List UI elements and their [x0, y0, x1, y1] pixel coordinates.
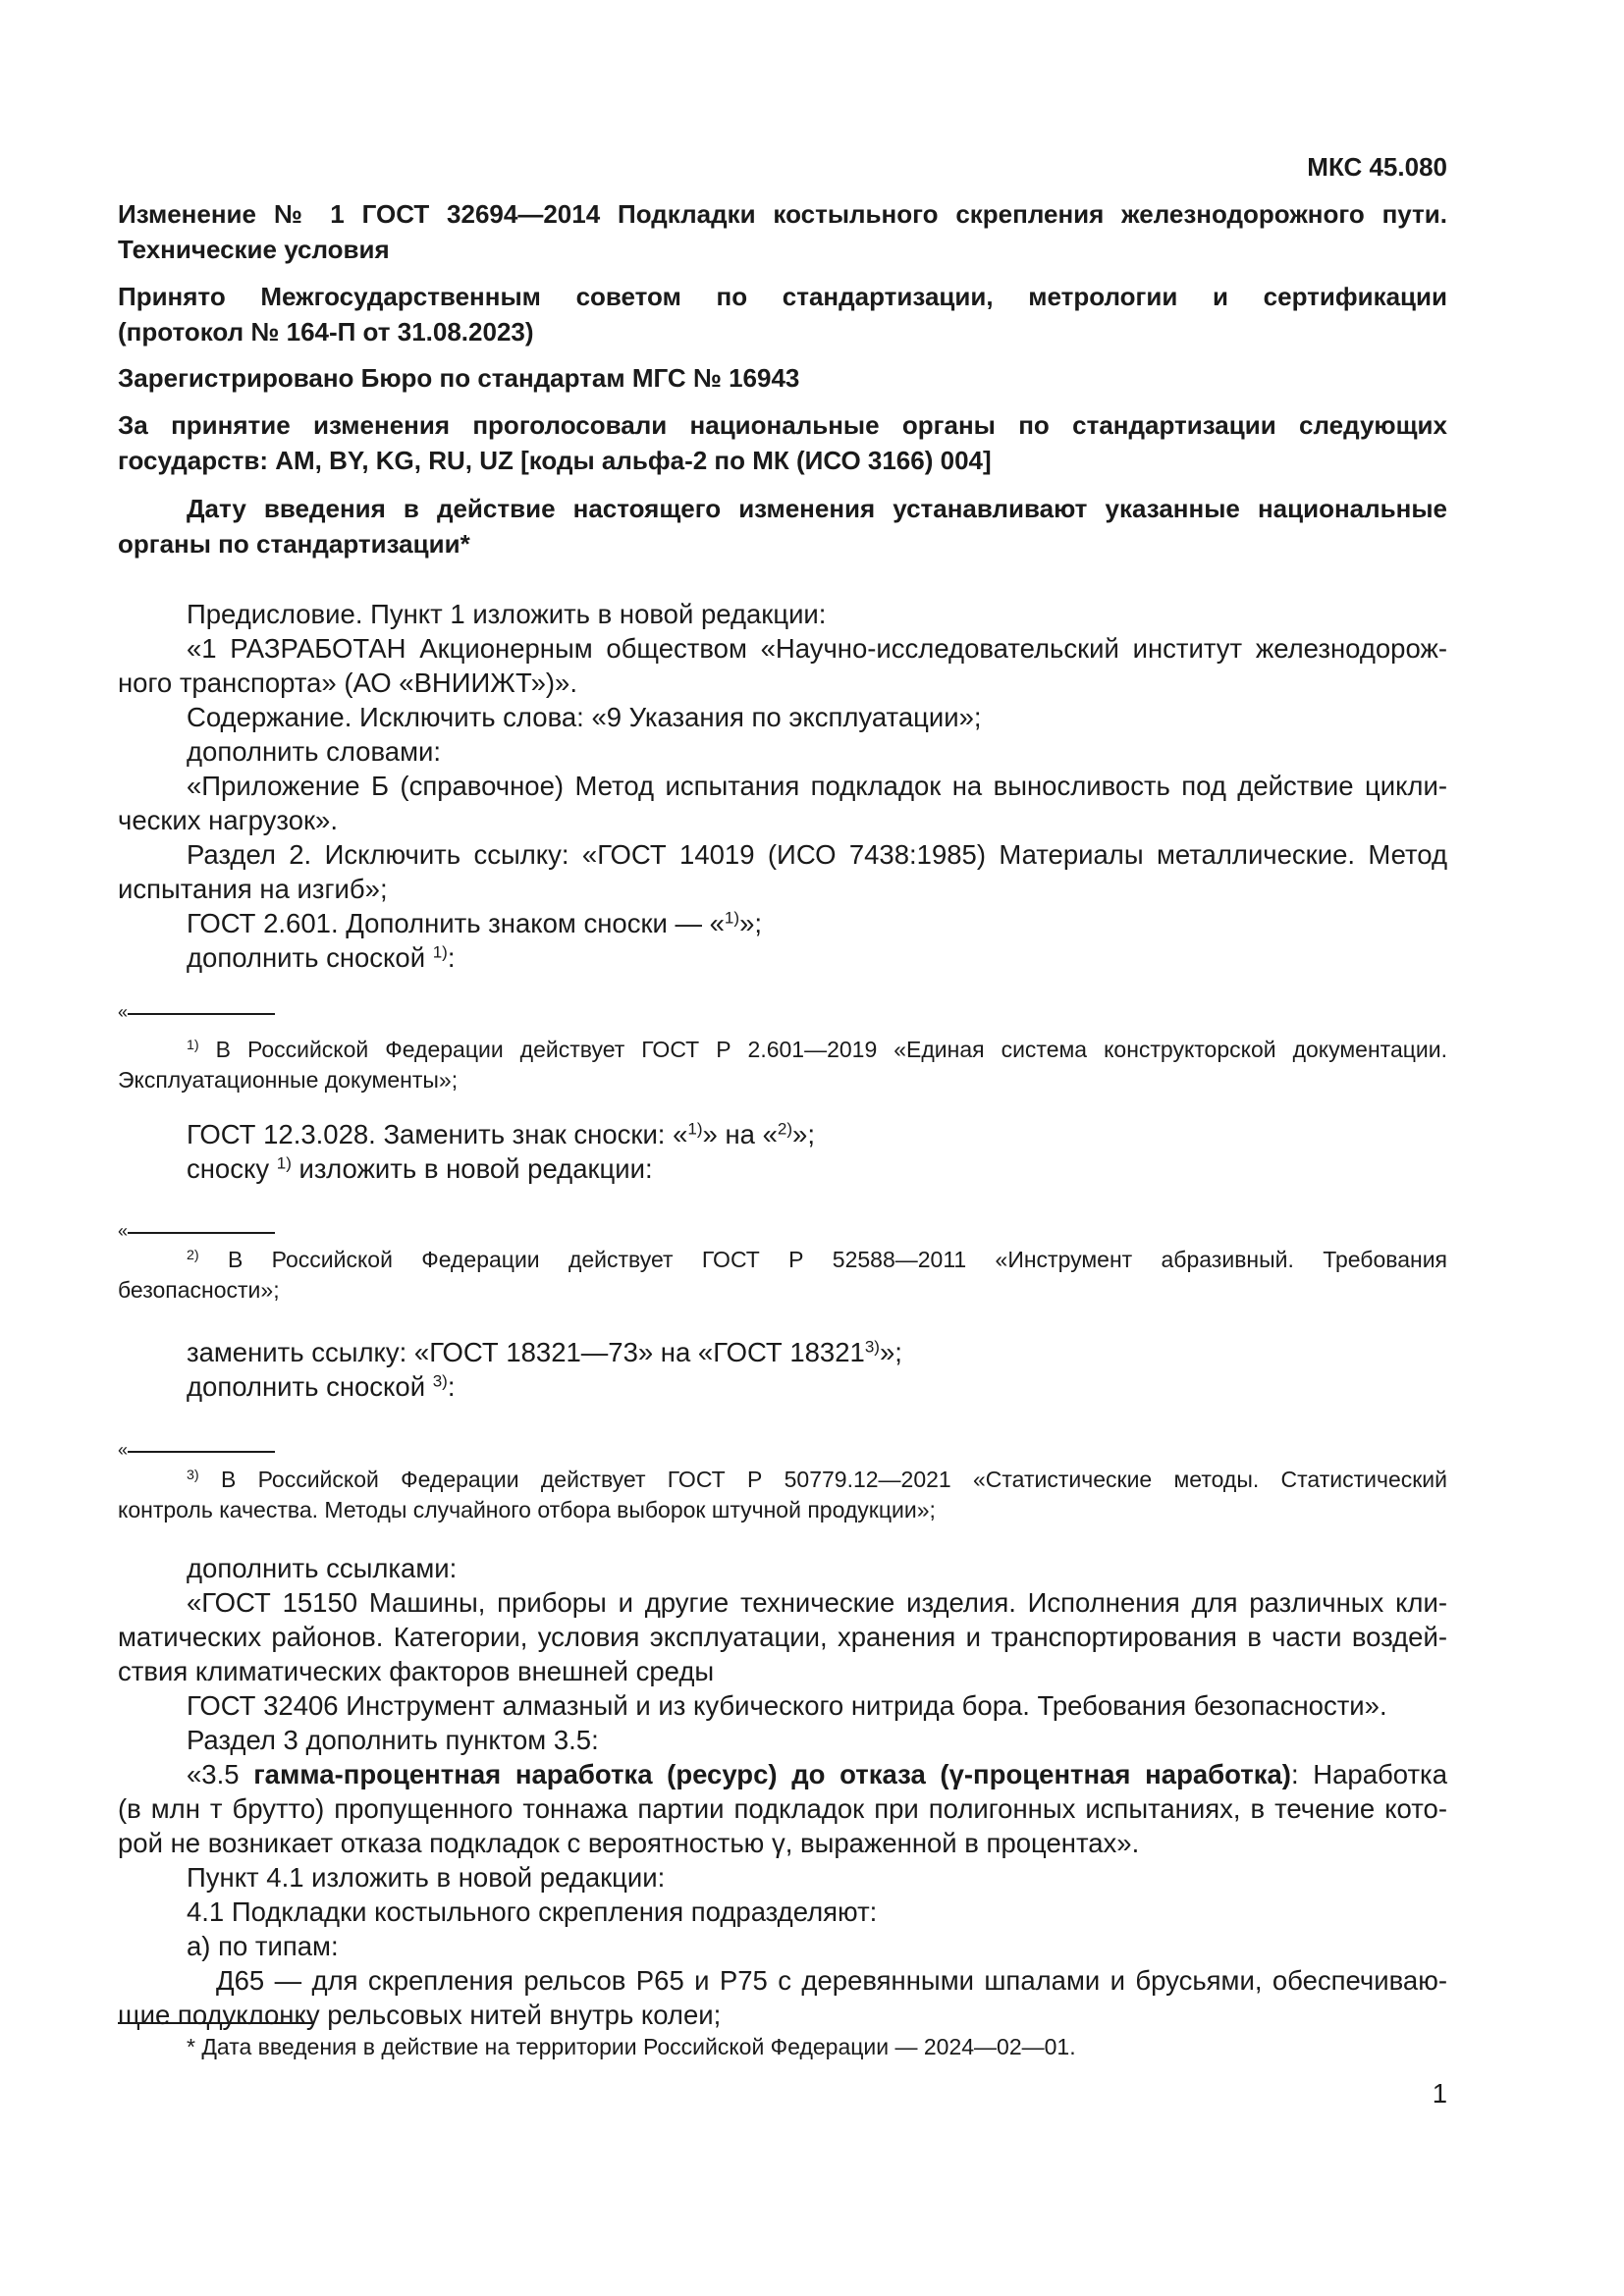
paragraph-supplement-words: дополнить словами:	[187, 736, 441, 767]
effective-date-line-2: органы по стандартизации*	[118, 529, 470, 559]
paragraph-d65-line-2: щие подуклонку рельсовых нитей внутрь колеи;	[118, 2000, 722, 2030]
paragraph-gost-32406: ГОСТ 32406 Инструмент алмазный и из кубического нитрида бора. Требования безопасности».	[187, 1690, 1387, 1721]
page-footnote: * Дата введения в действие на территории Российской Федерации — 2024—02—01.	[187, 2034, 1076, 2059]
effective-date-line-1: Дату введения в действие настоящего изменения устанавливают указанные национальные	[187, 494, 1447, 523]
paragraph-def-3-5-line-3: рой не возникает отказа подкладок с вероятностью γ, выраженной в процентах».	[118, 1828, 1140, 1858]
paragraph-gost-15150-line-2: матических районов. Категории, условия эксплуатации, хранения и транспортирования в части воздей-	[118, 1622, 1447, 1652]
adopted-line-1: Принято Межгосударственным советом по стандартизации, метрологии и сертификации	[118, 282, 1447, 311]
paragraph-clause-4-1: Пункт 4.1 изложить в новой редакции:	[187, 1862, 666, 1893]
registered-line: Зарегистрировано Бюро по стандартам МГС № 16943	[118, 363, 800, 393]
paragraph-gost-15150-line-1: «ГОСТ 15150 Машины, приборы и другие технические изделия. Исполнения для различных кли-	[187, 1587, 1447, 1618]
paragraph-gost-12-3-028: ГОСТ 12.3.028. Заменить знак сноски: «$^{1)}$» на «$^{2)}$»;	[187, 1119, 815, 1149]
paragraph-annex-line-2: ческих нагрузок».	[118, 805, 338, 835]
paragraph-preface: Предисловие. Пункт 1 изложить в новой редакции:	[187, 599, 827, 629]
body-section-3	[118, 1335, 1447, 1404]
voted-line-2: государств: AM, BY, KG, RU, UZ [коды альфа-2 по МК (ИСО 3166) 004]	[118, 446, 992, 475]
paragraph-section2-line-1: Раздел 2. Исключить ссылку: «ГОСТ 14019 (ИСО 7438:1985) Материалы металлические. Метод	[187, 839, 1447, 870]
paragraph-developed-line-1: «1 РАЗРАБОТАН Акционерным обществом «Научно-исследовательский институт железнодорож-	[187, 633, 1447, 664]
paragraph-def-3-5-line-2: (в млн т брутто) пропущенного тоннажа партии подкладок при полигонных испытаниях, в течение кото-	[118, 1793, 1447, 1824]
paragraph-section3: Раздел 3 дополнить пунктом 3.5:	[187, 1725, 599, 1755]
footnote-2-line-1: $^{2)}$ В Российской Федерации действует ГОСТ Р 52588—2011 «Инструмент абразивный. Требования	[187, 1247, 1447, 1272]
paragraph-add-footnote-3: дополнить сноской $^{3)}$:	[187, 1371, 456, 1402]
voted-block	[118, 407, 1447, 478]
paragraph-contents: Содержание. Исключить слова: «9 Указания по эксплуатации»;	[187, 702, 982, 732]
footnote-2-quote: «	[118, 1221, 129, 1241]
paragraph-add-references: дополнить ссылками:	[187, 1553, 458, 1583]
paragraph-add-footnote-1: дополнить сноской $^{1)}$:	[187, 942, 456, 973]
adopted-line-2: (протокол № 164-П от 31.08.2023)	[118, 317, 534, 347]
paragraph-def-3-5-line-1: «3.5 гамма-процентная наработка (ресурс) до отказа (γ-процентная наработка): Наработка	[187, 1759, 1447, 1789]
paragraph-annex-line-1: «Приложение Б (справочное) Метод испытания подкладок на выносливость под действие цикли-	[187, 771, 1447, 801]
voted-line-1: За принятие изменения проголосовали национальные органы по стандартизации следующих	[118, 410, 1447, 440]
body-section-4	[118, 1551, 1447, 2032]
paragraph-gost-15150-line-3: ствия климатических факторов внешней среды	[118, 1656, 715, 1686]
paragraph-replace-gost-18321: заменить ссылку: «ГОСТ 18321—73» на «ГОСТ 18321$^{3)}$»;	[187, 1337, 902, 1367]
paragraph-4-1-text: 4.1 Подкладки костыльного скрепления подразделяют:	[187, 1896, 878, 1927]
paragraph-section2-line-2: испытания на изгиб»;	[118, 874, 388, 904]
footnote-2	[118, 1245, 1447, 1306]
title-line-1: Изменение № 1 ГОСТ 32694—2014 Подкладки костыльного скрепления железнодорожного пути.	[118, 199, 1447, 229]
footnote-3-line-1: $^{3)}$ В Российской Федерации действует ГОСТ Р 50779.12—2021 «Статистические методы. Статистический	[187, 1467, 1447, 1492]
footnote-2-line-2: безопасности»;	[118, 1277, 280, 1303]
effective-date-block	[118, 491, 1447, 561]
footnote-2-rule	[128, 1232, 275, 1234]
footnote-1-rule	[128, 1013, 275, 1015]
paragraph-footnote-new-edition: сноску $^{1)}$ изложить в новой редакции:	[187, 1153, 653, 1184]
footnote-1-quote: «	[118, 1002, 129, 1022]
mks-code: МКС 45.080	[1307, 152, 1447, 182]
paragraph-by-types: а) по типам:	[187, 1931, 339, 1961]
footnote-3-line-2: контроль качества. Методы случайного отбора выборок штучной продукции»;	[118, 1497, 936, 1522]
page-footnote-rule	[118, 2022, 314, 2024]
footnote-3-quote: «	[118, 1440, 129, 1460]
footnote-1-line-1: $^{1)}$ В Российской Федерации действует ГОСТ Р 2.601—2019 «Единая система конструкторской документации.	[187, 1037, 1447, 1062]
document-title	[118, 196, 1447, 267]
footnote-3-rule	[128, 1451, 275, 1453]
body-section-1	[118, 597, 1447, 975]
paragraph-d65-line-1: Д65 — для скрепления рельсов Р65 и Р75 с деревянными шпалами и брусьями, обеспечиваю-	[216, 1965, 1447, 1996]
footnote-1-line-2: Эксплуатационные документы»;	[118, 1067, 459, 1093]
title-line-2: Технические условия	[118, 235, 390, 264]
footnote-3	[118, 1465, 1447, 1525]
paragraph-gost-2601: ГОСТ 2.601. Дополнить знаком сноски — «$^{1)}$»;	[187, 908, 762, 938]
paragraph-developed-line-2: ного транспорта» (АО «ВНИИЖТ»)».	[118, 667, 577, 698]
page-number: 1	[1432, 2078, 1447, 2109]
footnote-1	[118, 1035, 1447, 1095]
adopted-block	[118, 279, 1447, 349]
body-section-2	[118, 1117, 1447, 1186]
